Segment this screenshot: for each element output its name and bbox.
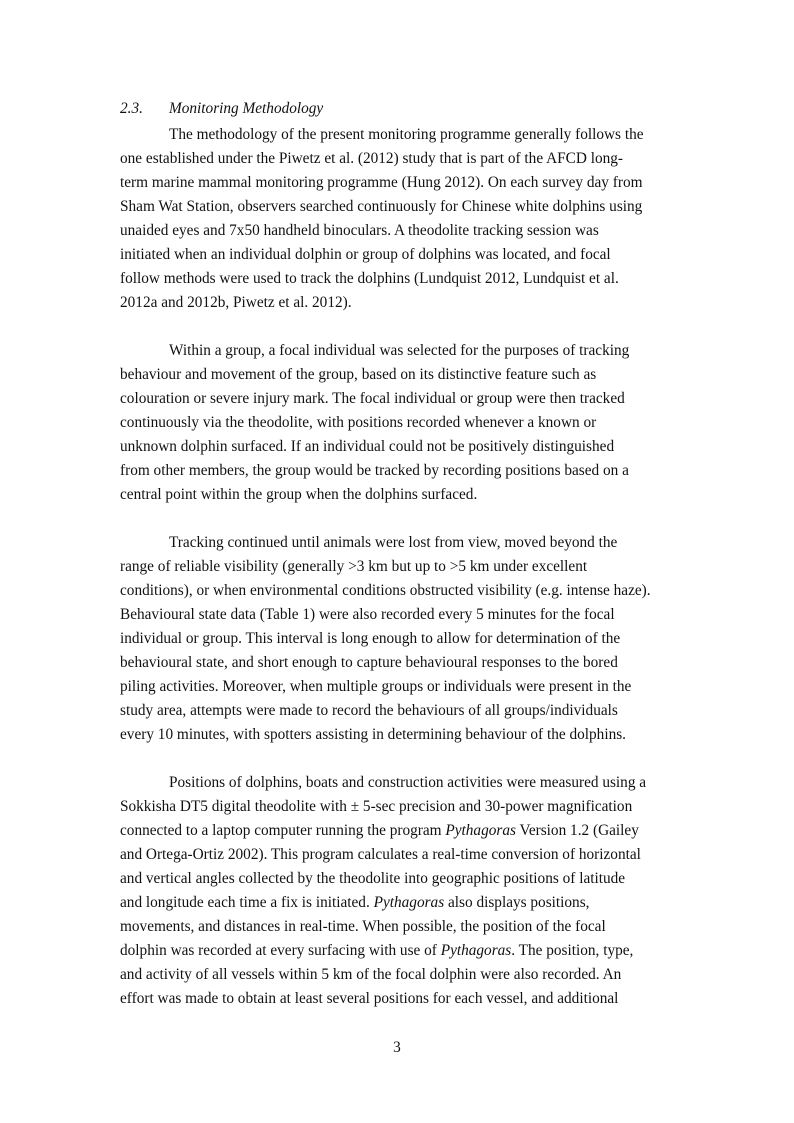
text-line — [120, 603, 710, 627]
text-line — [120, 723, 710, 747]
italic-program-name: Pythagoras — [440, 942, 512, 959]
text-line — [120, 963, 710, 987]
text-segment: Tracking continued until animals were lost from view, moved beyond the — [169, 534, 618, 551]
text-segment: Within a group, a focal individual was selected for the purposes of tracking — [169, 342, 630, 359]
text-segment: central point within the group when the dolphins surfaced. — [120, 486, 478, 503]
text-segment: Sokkisha DT5 digital theodolite with ± 5-sec precision and 30-power magnification — [120, 798, 633, 815]
text-line — [120, 531, 710, 555]
text-line — [120, 459, 710, 483]
text-line — [120, 771, 710, 795]
section-number: 2.3. — [120, 100, 143, 117]
text-line — [120, 891, 710, 915]
text-line — [120, 435, 710, 459]
body-text — [120, 123, 710, 1011]
text-segment: also displays positions, — [444, 894, 590, 911]
text-segment: 2012a and 2012b, Piwetz et al. 2012). — [120, 294, 352, 311]
text-segment: Sham Wat Station, observers searched continuously for Chinese white dolphins using — [120, 198, 643, 215]
text-line — [120, 579, 710, 603]
text-line — [120, 987, 710, 1011]
text-segment: behavioural state, and short enough to capture behavioural responses to the bored — [120, 654, 618, 671]
section-heading — [120, 99, 323, 119]
text-segment: unknown dolphin surfaced. If an individual could not be positively distinguished — [120, 438, 615, 455]
text-line — [120, 291, 710, 315]
text-line — [120, 123, 710, 147]
text-line — [120, 915, 710, 939]
text-segment: every 10 minutes, with spotters assisting in determining behaviour of the dolphins. — [120, 726, 626, 743]
text-segment: . The position, type, — [511, 942, 634, 959]
text-segment: follow methods were used to track the dolphins (Lundquist 2012, Lundquist et al. — [120, 270, 619, 287]
text-line — [120, 483, 710, 507]
text-segment: movements, and distances in real-time. When possible, the position of the focal — [120, 918, 606, 935]
section-title: Monitoring Methodology — [169, 100, 324, 117]
text-line — [120, 819, 710, 843]
text-segment: initiated when an individual dolphin or group of dolphins was located, and focal — [120, 246, 611, 263]
text-segment: dolphin was recorded at every surfacing with use of — [120, 942, 441, 959]
text-line — [120, 939, 710, 963]
text-segment: effort was made to obtain at least several positions for each vessel, and additional — [120, 990, 619, 1007]
text-line — [120, 651, 710, 675]
text-segment: piling activities. Moreover, when multiple groups or individuals were present in the — [120, 678, 632, 695]
text-segment: study area, attempts were made to record the behaviours of all groups/individuals — [120, 702, 618, 719]
text-segment: and longitude each time a fix is initiated. — [120, 894, 374, 911]
paragraph-spacer — [120, 747, 710, 771]
text-line — [120, 627, 710, 651]
text-segment: Behavioural state data (Table 1) were also recorded every 5 minutes for the focal — [120, 606, 615, 623]
text-segment: colouration or severe injury mark. The focal individual or group were then tracked — [120, 390, 625, 407]
italic-program-name: Pythagoras — [445, 822, 516, 839]
text-line — [120, 363, 710, 387]
text-segment: and Ortega-Ortiz 2002). This program calculates a real-time conversion of horizontal — [120, 846, 641, 863]
text-line — [120, 555, 710, 579]
page-number: 3 — [393, 1039, 401, 1056]
text-segment: individual or group. This interval is long enough to allow for determination of the — [120, 630, 621, 647]
paragraph — [120, 123, 710, 315]
text-segment: Positions of dolphins, boats and construction activities were measured using a — [169, 774, 647, 791]
paragraph — [120, 531, 710, 747]
text-line — [120, 675, 710, 699]
paragraph — [120, 339, 710, 507]
text-line — [120, 243, 710, 267]
text-segment: continuously via the theodolite, with positions recorded whenever a known or — [120, 414, 597, 431]
text-segment: conditions), or when environmental conditions obstructed visibility (e.g. intense haze). — [120, 582, 651, 599]
text-segment: behaviour and movement of the group, based on its distinctive feature such as — [120, 366, 597, 383]
text-segment: from other members, the group would be tracked by recording positions based on a — [120, 462, 629, 479]
paragraph — [120, 771, 710, 1011]
text-line — [120, 699, 710, 723]
italic-program-name: Pythagoras — [373, 894, 445, 911]
text-segment: range of reliable visibility (generally >3 km but up to >5 km under excellent — [120, 558, 588, 575]
text-segment: unaided eyes and 7x50 handheld binoculars. A theodolite tracking session was — [120, 222, 599, 239]
text-segment: one established under the Piwetz et al. (2012) study that is part of the AFCD long- — [120, 150, 624, 167]
text-line — [120, 411, 710, 435]
text-segment: Version 1.2 (Gailey — [515, 822, 639, 839]
text-line — [120, 387, 710, 411]
text-segment: The methodology of the present monitoring programme generally follows the — [169, 126, 644, 143]
text-line — [120, 219, 710, 243]
text-segment: connected to a laptop computer running the program — [120, 822, 446, 839]
text-segment: and vertical angles collected by the theodolite into geographic positions of latitude — [120, 870, 626, 887]
paragraph-spacer — [120, 507, 710, 531]
text-line — [120, 795, 710, 819]
text-line — [120, 843, 710, 867]
paragraph-spacer — [120, 315, 710, 339]
text-line — [120, 171, 710, 195]
text-line — [120, 267, 710, 291]
text-line — [120, 195, 710, 219]
text-line — [120, 147, 710, 171]
text-segment: term marine mammal monitoring programme (Hung 2012). On each survey day from — [120, 174, 643, 191]
text-line — [120, 867, 710, 891]
text-line — [120, 339, 710, 363]
text-segment: and activity of all vessels within 5 km of the focal dolphin were also recorded. An — [120, 966, 622, 983]
